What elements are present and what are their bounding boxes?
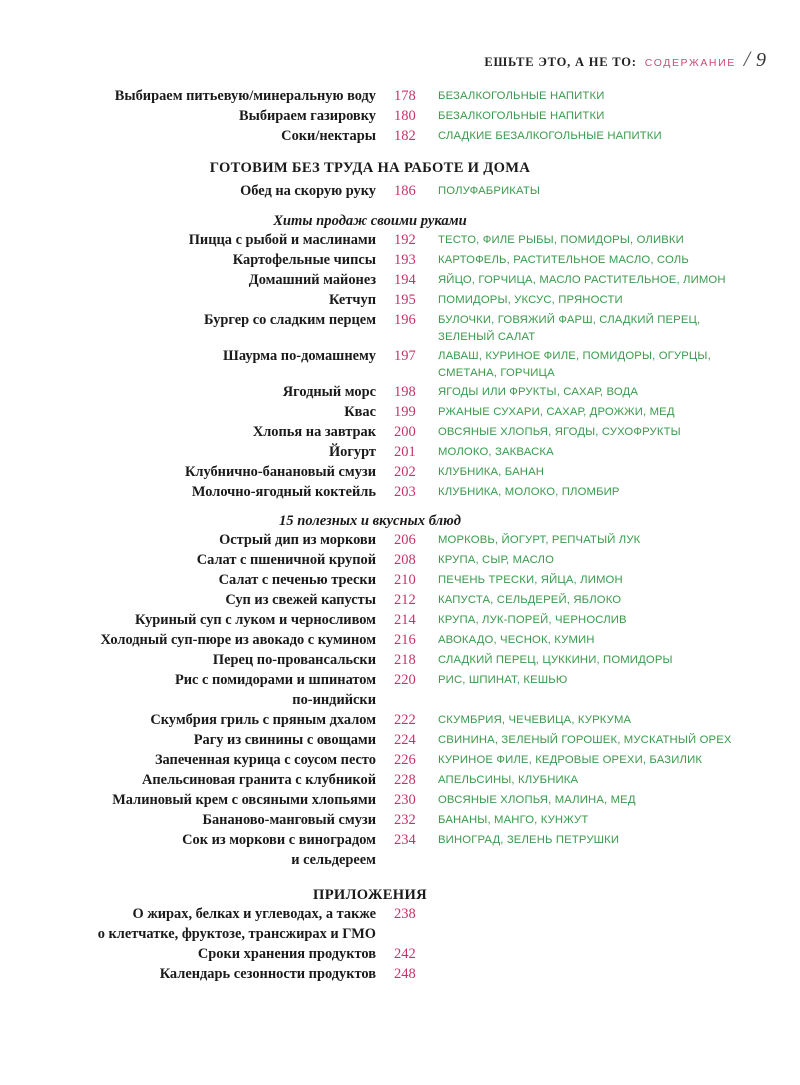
entry-ingredients: СЛАДКИЙ ПЕРЕЦ, ЦУККИНИ, ПОМИДОРЫ — [438, 654, 673, 666]
entry-ingredients: КЛУБНИКА, МОЛОКО, ПЛОМБИР — [438, 486, 620, 498]
entry-ingredients: ЛАВАШ, КУРИНОЕ ФИЛЕ, ПОМИДОРЫ, ОГУРЦЫ, СМЕТАНА, ГОРЧИЦА — [438, 350, 711, 379]
entry-title: Куриный суп с луком и черносливом — [135, 612, 376, 628]
toc-block-work-home — [0, 181, 800, 201]
entry-ingredients: ПОМИДОРЫ, УКСУС, ПРЯНОСТИ — [438, 294, 623, 306]
entry-ingredients: БАНАНЫ, МАНГО, КУНЖУТ — [438, 814, 589, 826]
table-of-contents — [0, 86, 800, 984]
page-number: 9 — [756, 49, 766, 71]
section-label: СОДЕРЖАНИЕ — [644, 57, 736, 69]
entry-page-number: 234 — [394, 832, 416, 848]
entry-ingredients: ЯГОДЫ ИЛИ ФРУКТЫ, САХАР, ВОДА — [438, 386, 638, 398]
entry-page-number: 214 — [394, 612, 416, 628]
entry-page-number: 200 — [394, 424, 416, 440]
entry-page-number: 226 — [394, 752, 416, 768]
entry-ingredients: МОРКОВЬ, ЙОГУРТ, РЕПЧАТЫЙ ЛУК — [438, 534, 641, 546]
entry-ingredients: ТЕСТО, ФИЛЕ РЫБЫ, ПОМИДОРЫ, ОЛИВКИ — [438, 234, 684, 246]
entry-page-number: 182 — [394, 128, 416, 144]
entry-title: Суп из свежей капусты — [225, 592, 376, 608]
entry-title: Салат с пшеничной крупой — [196, 552, 376, 568]
entry-ingredients: ОВСЯНЫЕ ХЛОПЬЯ, ЯГОДЫ, СУХОФРУКТЫ — [438, 426, 681, 438]
toc-entry[interactable] — [0, 610, 800, 630]
toc-entry[interactable] — [0, 730, 800, 750]
toc-entry[interactable] — [0, 810, 800, 830]
toc-entry[interactable] — [0, 630, 800, 650]
toc-entry[interactable] — [0, 770, 800, 790]
toc-entry[interactable] — [0, 590, 800, 610]
toc-entry[interactable] — [0, 570, 800, 590]
toc-entry[interactable] — [0, 904, 800, 944]
entry-ingredients: КУРИНОЕ ФИЛЕ, КЕДРОВЫЕ ОРЕХИ, БАЗИЛИК — [438, 754, 703, 766]
entry-title: Бананово-манговый смузи — [202, 812, 376, 828]
entry-page-number: 178 — [394, 88, 416, 104]
toc-entry[interactable] — [0, 270, 800, 290]
subsection-heading: 15 полезных и вкусных блюд — [278, 513, 462, 529]
entry-ingredients: КРУПА, ЛУК-ПОРЕЙ, ЧЕРНОСЛИВ — [438, 614, 627, 626]
entry-title: Запеченная курица с соусом песто — [154, 752, 376, 768]
toc-entry[interactable] — [0, 670, 800, 710]
entry-title: Скумбрия гриль с пряным дхалом — [150, 712, 376, 728]
entry-title: Салат с печенью трески — [218, 572, 376, 588]
entry-title: Холодный суп-пюре из авокадо с кумином — [100, 632, 376, 648]
entry-title: Малиновый крем с овсяными хлопьями — [112, 792, 376, 808]
entry-title: Перец по-провансальски — [212, 652, 376, 668]
entry-title: Молочно-ягодный коктейль — [191, 484, 376, 500]
entry-page-number: 228 — [394, 772, 416, 788]
entry-ingredients: КЛУБНИКА, БАНАН — [438, 466, 545, 478]
entry-page-number: 222 — [394, 712, 416, 728]
toc-entry[interactable] — [0, 250, 800, 270]
toc-entry[interactable] — [0, 402, 800, 422]
entry-title: Пицца с рыбой и маслинами — [188, 232, 376, 248]
entry-title: Сроки хранения продуктов — [197, 946, 376, 962]
entry-ingredients: РЖАНЫЕ СУХАРИ, САХАР, ДРОЖЖИ, МЕД — [438, 406, 675, 418]
toc-entry[interactable] — [0, 422, 800, 442]
entry-page-number: 206 — [394, 532, 416, 548]
entry-title: Картофельные чипсы — [232, 252, 376, 268]
toc-entry[interactable] — [0, 650, 800, 670]
entry-page-number: 238 — [394, 906, 416, 922]
entry-page-number: 220 — [394, 672, 416, 688]
toc-entry[interactable] — [0, 710, 800, 730]
entry-ingredients: КАПУСТА, СЕЛЬДЕРЕЙ, ЯБЛОКО — [438, 594, 622, 606]
entry-ingredients: ОВСЯНЫЕ ХЛОПЬЯ, МАЛИНА, МЕД — [438, 794, 636, 806]
entry-page-number: 224 — [394, 732, 416, 748]
entry-page-number: 203 — [394, 484, 416, 500]
entry-title: Сок из моркови с виноградом и сельдереем — [182, 832, 376, 868]
entry-title: Соки/нектары — [281, 128, 376, 144]
entry-title: Апельсиновая гранита с клубникой — [142, 772, 376, 788]
entry-page-number: 210 — [394, 572, 416, 588]
entry-ingredients: СЛАДКИЕ БЕЗАЛКОГОЛЬНЫЕ НАПИТКИ — [438, 130, 662, 142]
entry-page-number: 230 — [394, 792, 416, 808]
entry-ingredients: МОЛОКО, ЗАКВАСКА — [438, 446, 554, 458]
entry-ingredients: ЯЙЦО, ГОРЧИЦА, МАСЛО РАСТИТЕЛЬНОЕ, ЛИМОН — [438, 274, 726, 286]
toc-block-15-dishes — [0, 530, 800, 870]
entry-ingredients: БЕЗАЛКОГОЛЬНЫЕ НАПИТКИ — [438, 110, 605, 122]
entry-title: Обед на скорую руку — [240, 183, 376, 199]
entry-page-number: 201 — [394, 444, 416, 460]
book-title: ЕШЬТЕ ЭТО, А НЕ ТО: — [484, 55, 637, 69]
toc-entry[interactable] — [0, 106, 800, 126]
entry-page-number: 216 — [394, 632, 416, 648]
toc-entry[interactable] — [0, 750, 800, 770]
entry-page-number: 194 — [394, 272, 416, 288]
toc-entry[interactable] — [0, 310, 800, 346]
entry-page-number: 180 — [394, 108, 416, 124]
toc-entry[interactable] — [0, 530, 800, 550]
entry-page-number: 186 — [394, 183, 416, 199]
toc-block-hits — [0, 230, 800, 502]
entry-page-number: 248 — [394, 966, 416, 982]
toc-entry[interactable] — [0, 86, 800, 106]
toc-entry[interactable] — [0, 346, 800, 382]
entry-title: Рис с помидорами и шпинатом по-индийски — [174, 672, 376, 708]
subsection-heading: Хиты продаж своими руками — [273, 213, 467, 229]
entry-page-number: 198 — [394, 384, 416, 400]
entry-title: Йогурт — [328, 444, 376, 460]
entry-ingredients: КАРТОФЕЛЬ, РАСТИТЕЛЬНОЕ МАСЛО, СОЛЬ — [438, 254, 689, 266]
entry-page-number: 212 — [394, 592, 416, 608]
entry-ingredients: БУЛОЧКИ, ГОВЯЖИЙ ФАРШ, СЛАДКИЙ ПЕРЕЦ, ЗЕЛЕНЫЙ САЛАТ — [438, 314, 701, 343]
entry-page-number: 242 — [394, 946, 416, 962]
entry-page-number: 193 — [394, 252, 416, 268]
running-head — [484, 46, 766, 72]
toc-entry[interactable] — [0, 442, 800, 462]
toc-entry[interactable] — [0, 290, 800, 310]
entry-title: Острый дип из моркови — [219, 532, 376, 548]
toc-entry[interactable] — [0, 944, 800, 964]
entry-ingredients: ПЕЧЕНЬ ТРЕСКИ, ЯЙЦА, ЛИМОН — [438, 574, 623, 586]
toc-entry[interactable] — [0, 790, 800, 810]
toc-entry[interactable] — [0, 964, 800, 984]
entry-ingredients: БЕЗАЛКОГОЛЬНЫЕ НАПИТКИ — [438, 90, 605, 102]
entry-title: Домашний майонез — [248, 272, 376, 288]
entry-page-number: 197 — [394, 348, 416, 364]
entry-ingredients: СВИНИНА, ЗЕЛЕНЫЙ ГОРОШЕК, МУСКАТНЫЙ ОРЕХ — [438, 734, 732, 746]
entry-title: Выбираем питьевую/минеральную воду — [114, 88, 376, 104]
entry-title: Выбираем газировку — [238, 108, 376, 124]
toc-entry[interactable] — [0, 550, 800, 570]
toc-entry[interactable] — [0, 482, 800, 502]
entry-page-number: 208 — [394, 552, 416, 568]
entry-title: Шаурма по-домашнему — [223, 348, 376, 364]
section-heading: ГОТОВИМ БЕЗ ТРУДА НА РАБОТЕ И ДОМА — [209, 160, 531, 176]
entry-ingredients: АПЕЛЬСИНЫ, КЛУБНИКА — [438, 774, 579, 786]
toc-entry[interactable] — [0, 382, 800, 402]
entry-page-number: 218 — [394, 652, 416, 668]
entry-ingredients: ВИНОГРАД, ЗЕЛЕНЬ ПЕТРУШКИ — [438, 834, 620, 846]
toc-block-appendix — [0, 904, 800, 984]
entry-title: Ягодный морс — [282, 384, 376, 400]
appendix-heading: ПРИЛОЖЕНИЯ — [313, 887, 427, 903]
toc-entry[interactable] — [0, 830, 800, 870]
entry-title: Календарь сезонности продуктов — [159, 966, 376, 982]
entry-ingredients: СКУМБРИЯ, ЧЕЧЕВИЦА, КУРКУМА — [438, 714, 632, 726]
entry-title: О жирах, белках и углеводах, а также о клетчатке, фруктозе, трансжирах и ГМО — [97, 906, 376, 942]
toc-entry[interactable] — [0, 230, 800, 250]
entry-title: Клубнично-банановый смузи — [184, 464, 376, 480]
toc-entry[interactable] — [0, 126, 800, 146]
entry-title: Кетчуп — [329, 292, 376, 308]
entry-title: Рагу из свинины с овощами — [193, 732, 376, 748]
entry-ingredients: РИС, ШПИНАТ, КЕШЬЮ — [438, 674, 568, 686]
entry-page-number: 232 — [394, 812, 416, 828]
slash-separator: / — [743, 46, 750, 71]
toc-entry[interactable] — [0, 181, 800, 201]
entry-page-number: 192 — [394, 232, 416, 248]
entry-title: Квас — [344, 404, 376, 420]
entry-page-number: 202 — [394, 464, 416, 480]
entry-ingredients: АВОКАДО, ЧЕСНОК, КУМИН — [438, 634, 595, 646]
entry-page-number: 199 — [394, 404, 416, 420]
entry-title: Хлопья на завтрак — [252, 424, 376, 440]
entry-ingredients: КРУПА, СЫР, МАСЛО — [438, 554, 555, 566]
entry-ingredients: ПОЛУФАБРИКАТЫ — [438, 185, 541, 197]
toc-block-drinks — [0, 86, 800, 146]
entry-page-number: 196 — [394, 312, 416, 328]
entry-title: Бургер со сладким перцем — [204, 312, 376, 328]
entry-page-number: 195 — [394, 292, 416, 308]
toc-entry[interactable] — [0, 462, 800, 482]
